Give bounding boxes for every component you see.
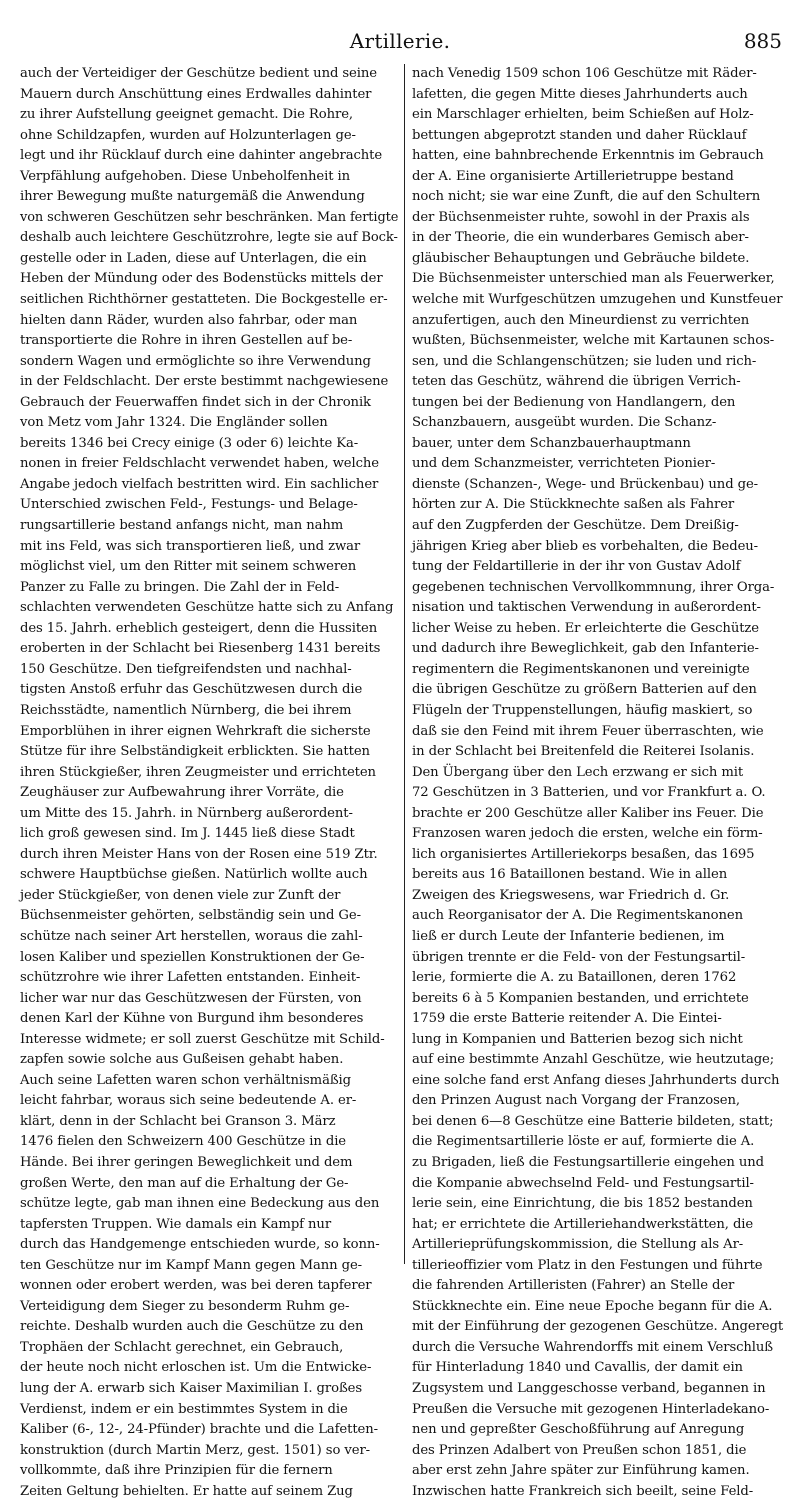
text-line: regimentern die Regimentskanonen und vereinigte xyxy=(412,661,750,677)
text-line: die Kompanie abwechselnd Feld- und Festungsartil- xyxy=(412,1175,754,1191)
text-line: möglichst viel, um den Ritter mit seinem schweren xyxy=(20,559,357,575)
text-line: brachte er 200 Geschütze aller Kaliber ins Feuer. Die xyxy=(412,805,764,821)
text-line: tapfersten Truppen. Wie damals ein Kampf nur xyxy=(20,1216,332,1232)
text-line: ein Marschlager erhielten, beim Schießen auf Holz- xyxy=(412,107,754,123)
text-line: lich organisiertes Artilleriekorps besaßen, das 1695 xyxy=(412,846,755,862)
text-line: teten das Geschütz, während die übrigen Verrich- xyxy=(412,374,741,390)
text-line: den Prinzen August nach Vorgang der Franzosen, xyxy=(412,1093,740,1109)
text-line: Auch seine Lafetten waren schon verhältnismäßig xyxy=(20,1072,352,1088)
text-line: reichte. Deshalb wurden auch die Geschütze zu den xyxy=(20,1319,364,1335)
text-line: bettungen abgeprotzt standen und daher Rücklauf xyxy=(412,127,747,143)
text-line: zu Brigaden, ließ die Festungsartillerie eingehen und xyxy=(412,1154,764,1170)
text-line: Büchsenmeister gehörten, selbständig sein und Ge- xyxy=(20,908,361,924)
text-line: auch der Verteidiger der Geschütze bedient und seine xyxy=(20,66,377,81)
text-line: zu ihrer Aufstellung geeignet gemacht. Die Rohre, xyxy=(20,107,353,123)
text-line: nach Venedig 1509 schon 106 Geschütze mit Räder- xyxy=(412,66,757,81)
text-line: zapfen sowie solche aus Gußeisen gehabt haben. xyxy=(20,1052,344,1068)
text-line: hielten dann Räder, wurden also fahrbar, oder man xyxy=(20,312,358,328)
text-line: durch ihren Meister Hans von der Rosen eine 519 Ztr. xyxy=(20,846,378,862)
text-line: Zeughäuser zur Aufbewahrung ihrer Vorräte, die xyxy=(20,785,344,801)
text-line: der Büchsenmeister ruhte, sowohl in der Praxis als xyxy=(412,209,750,225)
text-line: Stückknechte ein. Eine neue Epoche begann für die A. xyxy=(412,1298,773,1314)
text-line: jährigen Krieg aber blieb es vorbehalten, die Bedeu- xyxy=(412,538,759,554)
text-line: schütze legte, gab man ihnen eine Bedeckung aus den xyxy=(20,1196,380,1212)
text-line: legt und ihr Rücklauf durch eine dahinter angebrachte xyxy=(20,148,383,164)
text-line: Stütze für ihre Selbständigkeit erblickten. Sie hatten xyxy=(20,744,370,760)
text-line: sondern Wagen und ermöglichte so ihre Verwendung xyxy=(20,353,371,369)
column-divider xyxy=(404,64,405,1264)
text-line: transportierte die Rohre in ihren Gestellen auf be- xyxy=(20,333,353,349)
text-line: tillerieoffizier vom Platz in den Festungen und führte xyxy=(412,1257,763,1273)
text-line: die Regimentsartillerie löste er auf, formierte die A. xyxy=(412,1134,755,1150)
text-line: Preußen die Versuche mit gezogenen Hinterladekano- xyxy=(412,1401,770,1417)
text-line: leicht fahrbar, woraus sich seine bedeutende A. er- xyxy=(20,1093,357,1109)
text-line: Angabe jedoch vielfach bestritten wird. Ein sachlicher xyxy=(20,476,379,492)
text-line: schlachten verwendeten Geschütze hatte sich zu Anfang xyxy=(20,600,394,616)
text-line: konstruktion (durch Martin Merz, gest. 1501) so ver- xyxy=(20,1442,371,1458)
text-line: welche mit Wurfgeschützen umzugehen und Kunstfeuer xyxy=(412,292,783,308)
right-column xyxy=(412,64,790,1499)
text-line: auf eine bestimmte Anzahl Geschütze, wie heutzutage; xyxy=(412,1052,775,1068)
text-line: ohne Schildzapfen, wurden auf Holzunterlagen ge- xyxy=(20,127,356,143)
text-line: mit ins Feld, was sich transportieren ließ, und zwar xyxy=(20,538,361,554)
text-line: Hände. Bei ihrer geringen Beweglichkeit und dem xyxy=(20,1154,353,1170)
text-line: lerie, formierte die A. zu Bataillonen, deren 1762 xyxy=(412,970,737,986)
text-line: hörten zur A. Die Stückknechte saßen als Fahrer xyxy=(412,497,735,513)
text-line: bauer, unter dem Schanzbauerhauptmann xyxy=(412,435,691,451)
text-line: Trophäen der Schlacht gerechnet, ein Gebrauch, xyxy=(20,1339,344,1355)
page-number: 885 xyxy=(743,29,782,53)
text-line: die übrigen Geschütze zu größern Batterien auf den xyxy=(412,682,757,698)
text-line: für Hinterladung 1840 und Cavallis, der damit ein xyxy=(412,1360,743,1376)
text-line: Verpfählung aufgehoben. Diese Unbeholfenheit in xyxy=(20,168,351,184)
text-line: Franzosen waren jedoch die ersten, welche ein förm- xyxy=(412,826,763,842)
text-line: deshalb auch leichtere Geschützrohre, legte sie auf Bock- xyxy=(20,230,398,246)
text-line: gläubischer Behauptungen und Gebräuche bildete. xyxy=(412,250,750,266)
text-columns xyxy=(20,64,790,1499)
text-line: und dadurch ihre Beweglichkeit, gab den Infanterie- xyxy=(412,641,759,657)
text-line: tigsten Anstoß erfuhr das Geschützwesen durch die xyxy=(20,682,363,698)
text-line: Verteidigung dem Sieger zu besonderm Ruhm ge- xyxy=(20,1298,350,1314)
text-line: des 15. Jahrh. erheblich gesteigert, denn die Hussiten xyxy=(20,620,378,636)
left-column xyxy=(20,64,399,1499)
text-line: nisation und taktischen Verwendung in außerordent- xyxy=(412,600,761,616)
text-line: gestelle oder in Laden, diese auf Unterlagen, die ein xyxy=(20,250,367,266)
text-line: anzufertigen, auch den Mineurdienst zu verrichten xyxy=(412,312,750,328)
text-line: jeder Stückgießer, von denen viele zur Zunft der xyxy=(20,887,341,903)
text-line: Heben der Mündung oder des Bodenstücks mittels der xyxy=(20,271,383,287)
text-line: Inzwischen hatte Frankreich sich beeilt, seine Feld- xyxy=(412,1483,754,1499)
text-line: eine solche fand erst Anfang dieses Jahrhunderts durch xyxy=(412,1072,780,1088)
text-line: 72 Geschützen in 3 Batterien, und vor Frankfurt a. O. xyxy=(412,785,766,801)
text-line: Die Büchsenmeister unterschied man als Feuerwerker, xyxy=(412,271,775,287)
text-line: schütze nach seiner Art herstellen, woraus die zahl- xyxy=(20,928,363,944)
text-line: sen, und die Schlangenschützen; sie luden und rich- xyxy=(412,353,757,369)
text-line: lafetten, die gegen Mitte dieses Jahrhunderts auch xyxy=(412,86,748,102)
text-line: Schanzbauern, ausgeübt wurden. Die Schanz- xyxy=(412,415,717,431)
text-line: auf den Zugpferden der Geschütze. Dem Dreißig- xyxy=(412,518,739,534)
text-line: bereits 6 à 5 Kompanien bestanden, und errichtete xyxy=(412,990,749,1006)
text-line: gegebenen technischen Vervollkommnung, ihrer Orga- xyxy=(412,579,775,595)
text-line: rungsartillerie bestand anfangs nicht, man nahm xyxy=(20,518,344,534)
text-line: nonen in freier Feldschlacht verwendet haben, welche xyxy=(20,456,379,472)
text-line: Zweigen des Kriegswesens, war Friedrich d. Gr. xyxy=(412,887,730,903)
text-line: Verdienst, indem er ein bestimmtes System in die xyxy=(20,1401,348,1417)
text-line: mit der Einführung der gezogenen Geschütze. Angeregt xyxy=(412,1319,784,1335)
text-line: Mauern durch Anschüttung eines Erdwalles dahinter xyxy=(20,86,372,102)
text-line: nen und gepreßter Geschoßführung auf Anregung xyxy=(412,1422,745,1438)
text-line: licher war nur das Geschützwesen der Fürsten, von xyxy=(20,990,362,1006)
text-line: schwere Hauptbüchse gießen. Natürlich wollte auch xyxy=(20,867,368,883)
text-line: Unterschied zwischen Feld-, Festungs- und Belage- xyxy=(20,497,358,513)
text-line: 1759 die erste Batterie reitender A. Die Eintei- xyxy=(412,1011,722,1027)
text-line: Interesse widmete; er soll zuerst Geschütze mit Schild- xyxy=(20,1031,385,1047)
text-line: von schweren Geschützen sehr beschränken. Man fertigte xyxy=(20,209,399,225)
text-line: von Metz vom Jahr 1324. Die Engländer sollen xyxy=(20,415,328,431)
text-line: in der Theorie, die ein wunderbares Gemisch aber- xyxy=(412,230,749,246)
text-line: dienste (Schanzen-, Wege- und Brückenbau) und ge- xyxy=(412,476,759,492)
text-line: Gebrauch der Feuerwaffen findet sich in der Chronik xyxy=(20,394,371,410)
text-line: durch das Handgemenge entschieden wurde, so konn- xyxy=(20,1237,380,1253)
text-line: Zeiten Geltung behielten. Er hatte auf seinem Zug xyxy=(20,1483,353,1499)
text-line: Reichsstädte, namentlich Nürnberg, die bei ihrem xyxy=(20,702,352,718)
text-line: lung der A. erwarb sich Kaiser Maximilian I. großes xyxy=(20,1381,363,1396)
running-title: Artillerie. xyxy=(349,29,451,53)
text-line: und dem Schanzmeister, verrichteten Pionier- xyxy=(412,456,716,472)
text-line: lung in Kompanien und Batterien bezog sich nicht xyxy=(412,1031,743,1047)
text-line: lerie sein, eine Einrichtung, die bis 1852 bestanden xyxy=(412,1196,753,1212)
text-line: daß sie den Feind mit ihrem Feuer überraschten, wie xyxy=(412,723,764,739)
text-line: großen Werte, den man auf die Erhaltung der Ge- xyxy=(20,1175,349,1191)
text-line: eroberten in der Schlacht bei Riesenberg 1431 bereits xyxy=(20,641,381,657)
text-line: bereits 1346 bei Crecy einige (3 oder 6) leichte Ka- xyxy=(20,435,359,451)
text-line: ihrer Bewegung mußte naturgemäß die Anwendung xyxy=(20,189,365,205)
text-line: schützrohre wie ihrer Lafetten entstanden. Einheit- xyxy=(20,970,361,986)
text-line: wußten, Büchsenmeister, welche mit Kartaunen schos- xyxy=(412,333,775,349)
text-line: die fahrenden Artilleristen (Fahrer) an Stelle der xyxy=(412,1278,735,1294)
text-line: Flügeln der Truppenstellungen, häufig maskiert, so xyxy=(412,702,753,718)
text-line: in der Feldschlacht. Der erste bestimmt nachgewiesene xyxy=(20,374,389,390)
text-line: übrigen trennte er die Feld- von der Festungsartil- xyxy=(412,949,746,965)
text-line: tung der Feldartillerie in der ihr von Gustav Adolf xyxy=(412,559,741,575)
text-line: Artillerieprüfungskommission, die Stellung als Ar- xyxy=(412,1237,744,1253)
page-header xyxy=(0,26,800,56)
text-line: klärt, denn in der Schlacht bei Granson 3. März xyxy=(20,1113,336,1129)
text-line: ten Geschütze nur im Kampf Mann gegen Mann ge- xyxy=(20,1257,363,1273)
text-line: Emporblühen in ihrer eignen Wehrkraft die sicherste xyxy=(20,723,371,739)
text-line: um Mitte des 15. Jahrh. in Nürnberg außerordent- xyxy=(20,805,353,821)
text-line: durch die Versuche Wahrendorffs mit einem Verschluß xyxy=(412,1339,774,1355)
text-line: 1476 fielen den Schweizern 400 Geschütze in die xyxy=(20,1134,347,1150)
text-line: Zugsystem und Langgeschosse verband, begannen in xyxy=(412,1381,766,1396)
text-line: tungen bei der Bedienung von Handlangern, den xyxy=(412,394,736,410)
text-line: denen Karl der Kühne von Burgund ihm besonderes xyxy=(20,1011,364,1027)
text-line: lich groß gewesen sind. Im J. 1445 ließ diese Stadt xyxy=(20,826,355,842)
text-line: 150 Geschütze. Den tiefgreifendsten und nachhal- xyxy=(20,661,352,677)
text-line: hatten, eine bahnbrechende Erkenntnis im Gebrauch xyxy=(412,148,764,164)
text-line: licher Weise zu heben. Er erleichterte die Geschütze xyxy=(412,620,759,636)
text-line: losen Kaliber und speziellen Konstruktionen der Ge- xyxy=(20,949,365,965)
text-line: seitlichen Richthörner gestatteten. Die Bockgestelle er- xyxy=(20,292,388,308)
text-line: noch nicht; sie war eine Zunft, die auf den Schultern xyxy=(412,189,761,205)
text-line: ließ er durch Leute der Infanterie bedienen, im xyxy=(412,928,725,944)
text-line: Den Übergang über den Lech erzwang er sich mit xyxy=(412,764,744,780)
text-line: Panzer zu Falle zu bringen. Die Zahl der in Feld- xyxy=(20,579,340,595)
text-line: vollkommte, daß ihre Prinzipien für die fernern xyxy=(20,1463,333,1479)
text-line: der A. Eine organisierte Artillerietruppe bestand xyxy=(412,168,734,184)
text-line: Kaliber (6-, 12-, 24-Pfünder) brachte und die Lafetten- xyxy=(20,1422,378,1438)
text-line: bereits aus 16 Bataillonen bestand. Wie in allen xyxy=(412,867,728,883)
text-line: ihren Stückgießer, ihren Zeugmeister und errichteten xyxy=(20,764,376,780)
text-line: bei denen 6—8 Geschütze eine Batterie bildeten, statt; xyxy=(412,1113,774,1129)
text-line: des Prinzen Adalbert von Preußen schon 1851, die xyxy=(412,1442,747,1458)
text-line: auch Reorganisator der A. Die Regimentskanonen xyxy=(412,908,743,924)
text-line: hat; er errichtete die Artilleriehandwerkstätten, die xyxy=(412,1216,754,1232)
text-line: in der Schlacht bei Breitenfeld die Reiterei Isolanis. xyxy=(412,744,755,760)
text-line: der heute noch nicht erloschen ist. Um die Entwicke- xyxy=(20,1360,372,1376)
text-line: wonnen oder erobert werden, was bei deren tapferer xyxy=(20,1278,372,1294)
text-line: aber erst zehn Jahre später zur Einführung kamen. xyxy=(412,1463,750,1479)
